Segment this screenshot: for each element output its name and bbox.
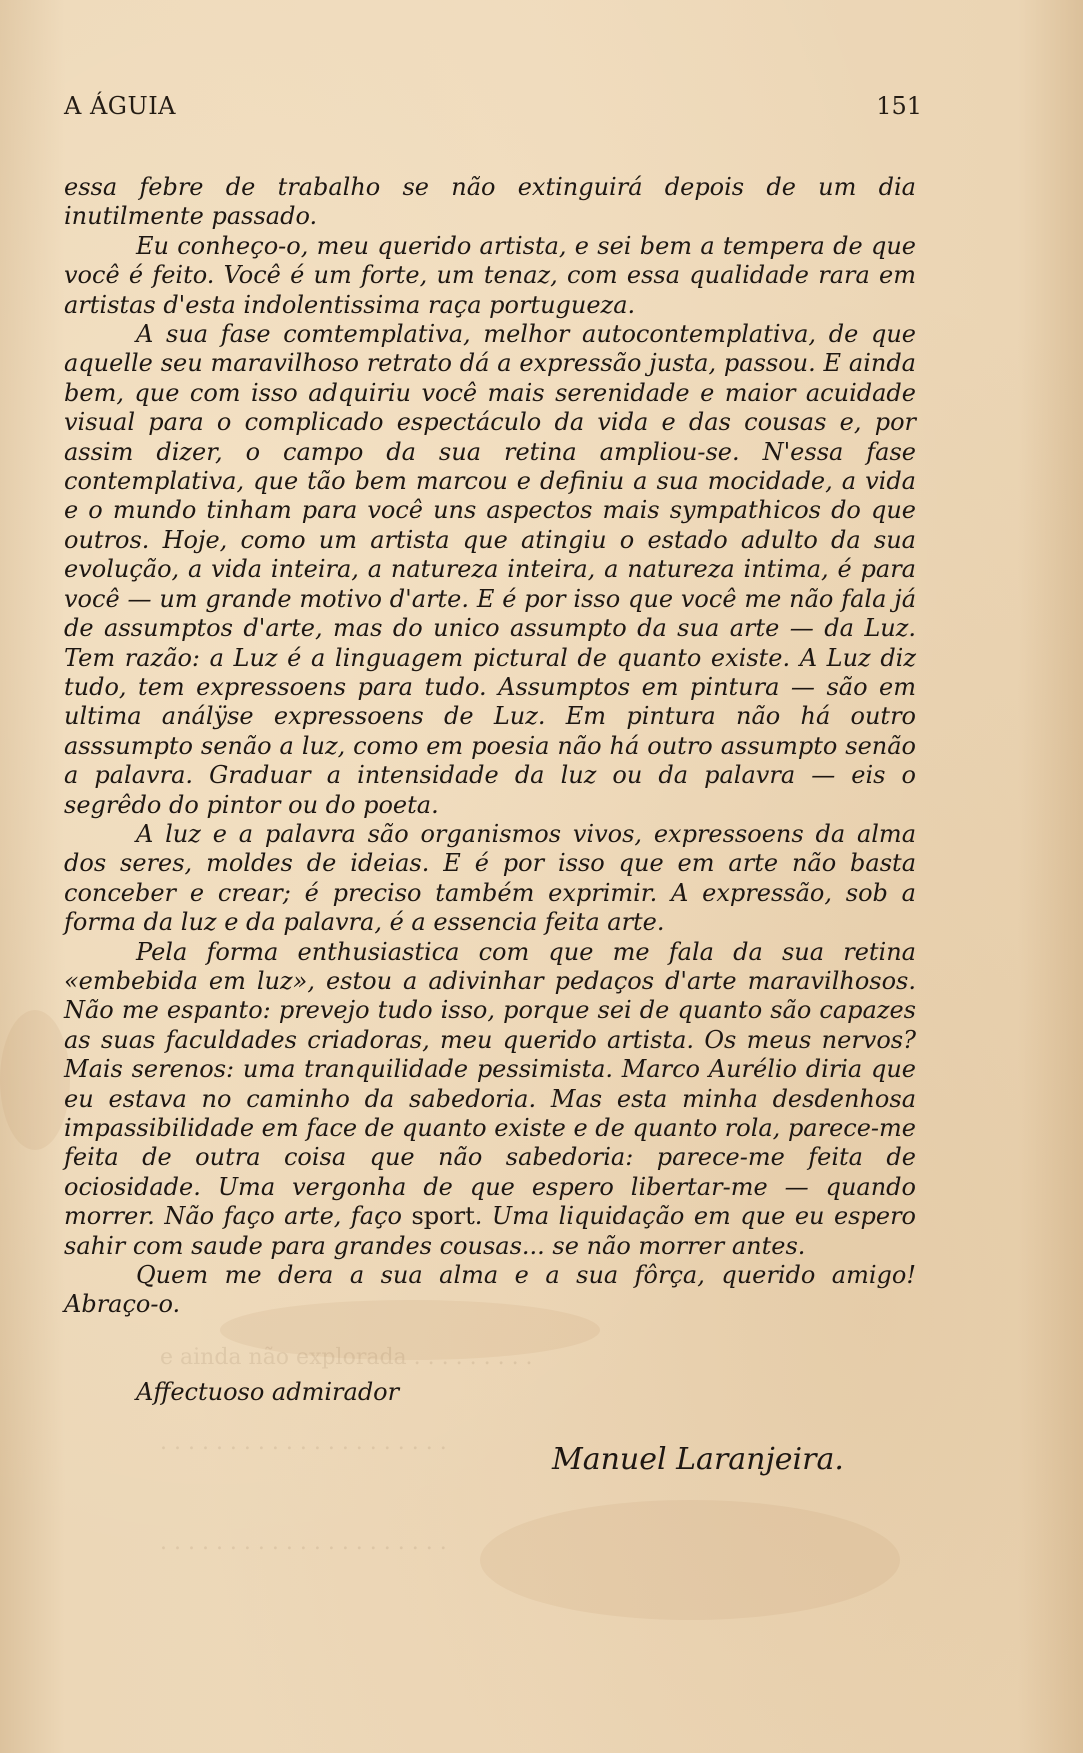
paragraph: essa febre de trabalho se não extinguirá depois de um dia inutilmente passado. (64, 173, 916, 231)
closing-salutation: Affectuoso admirador (136, 1378, 400, 1406)
show-through-text: . . . . . . . . . . . . . . . . . . . . . (160, 1430, 447, 1455)
sport-word: sport (411, 1202, 475, 1231)
show-through-text: . . . . . . . . . . . . . . . . . . . . . (160, 1530, 447, 1555)
paragraph: Eu conheço-o, meu querido artista, e sei bem a tempera de que você é feito. Você é um forte, um tenaz, com essa qualidade rara em artistas d'esta indolentissima raça portugueza. (64, 231, 916, 319)
show-through-text: e ainda não explorada . . . . . . . . . (160, 1345, 533, 1370)
letter-body (64, 173, 916, 1320)
page-header (64, 92, 922, 126)
paragraph: Quem me dera a sua alma e a sua fôrça, querido amigo! Abraço-o. (64, 1261, 916, 1319)
paragraph: A luz e a palavra são organismos vivos, expressoens da alma dos seres, moldes de ideias. E é por isso que em arte não basta conceber e crear; é preciso também exprimir. A expressão, sob a forma da luz e da palavra, é a essencia feita arte. (64, 819, 916, 937)
running-title: A ÁGUIA (64, 92, 177, 120)
paragraph: A sua fase comtemplativa, melhor autocontemplativa, de que aquelle seu maravilhoso retrato dá a expressão justa, passou. E ainda bem, que com isso adquiriu você mais serenidade e maior acuidade visual para o complicado espectáculo da vida e das cousas e, por assim dizer, o campo da sua retina ampliou-se. N'essa fase contemplativa, que tão bem marcou e definiu a sua mocidade, a vida e o mundo tinham para você uns aspectos mais sympathicos do que outros. Hoje, como um artista que atingiu o estado adulto da sua evolução, a vida inteira, a natureza inteira, a natureza intima, é para você — um grande motivo d'arte. E é por isso que você me não fala já de assumptos d'arte, mas do unico assumpto da sua arte — da Luz. Tem razão: a Luz é a linguagem pictural de quanto existe. A Luz diz tudo, tem expressoens para tudo. Assumptos em pintura — são em ultima análÿse expressoens de Luz. Em pintura não há outro asssumpto senão a luz, como em poesia não há outro assumpto senão a palavra. Graduar a intensidade da luz ou da palavra — eis o segrêdo do pintor ou do poeta. (64, 320, 916, 819)
page-number: 151 (876, 92, 922, 120)
paragraph (64, 938, 916, 1261)
paper-stain (480, 1500, 900, 1620)
signature: Manuel Laranjeira. (552, 1442, 844, 1477)
paper-stain (0, 1010, 70, 1150)
paragraph-text: Pela forma enthusiastica com que me fala da sua retina «embebida em luz», estou a adivinhar pedaços d'arte maravilhosos. Não me espanto: prevejo tudo isso, porque sei de quanto são capazes as suas faculdades criadoras, meu querido artista. Os meus nervos? Mais serenos: uma tranquilidade pessimista. Marco Aurélio diria que eu estava no caminho da sabedoria. Mas esta minha desdenhosa impassibilidade em face de quanto existe e de quanto rola, parece-me feita de outra coisa que não sabedoria: parece-me feita de ociosidade. Uma vergonha de que espero libertar-me — quando morrer. Não faço arte, faço (64, 937, 916, 1231)
paragraph-text: . Uma liquidação em que eu espero sahir com saude para grandes cousas... se não morrer antes. (64, 1202, 916, 1260)
